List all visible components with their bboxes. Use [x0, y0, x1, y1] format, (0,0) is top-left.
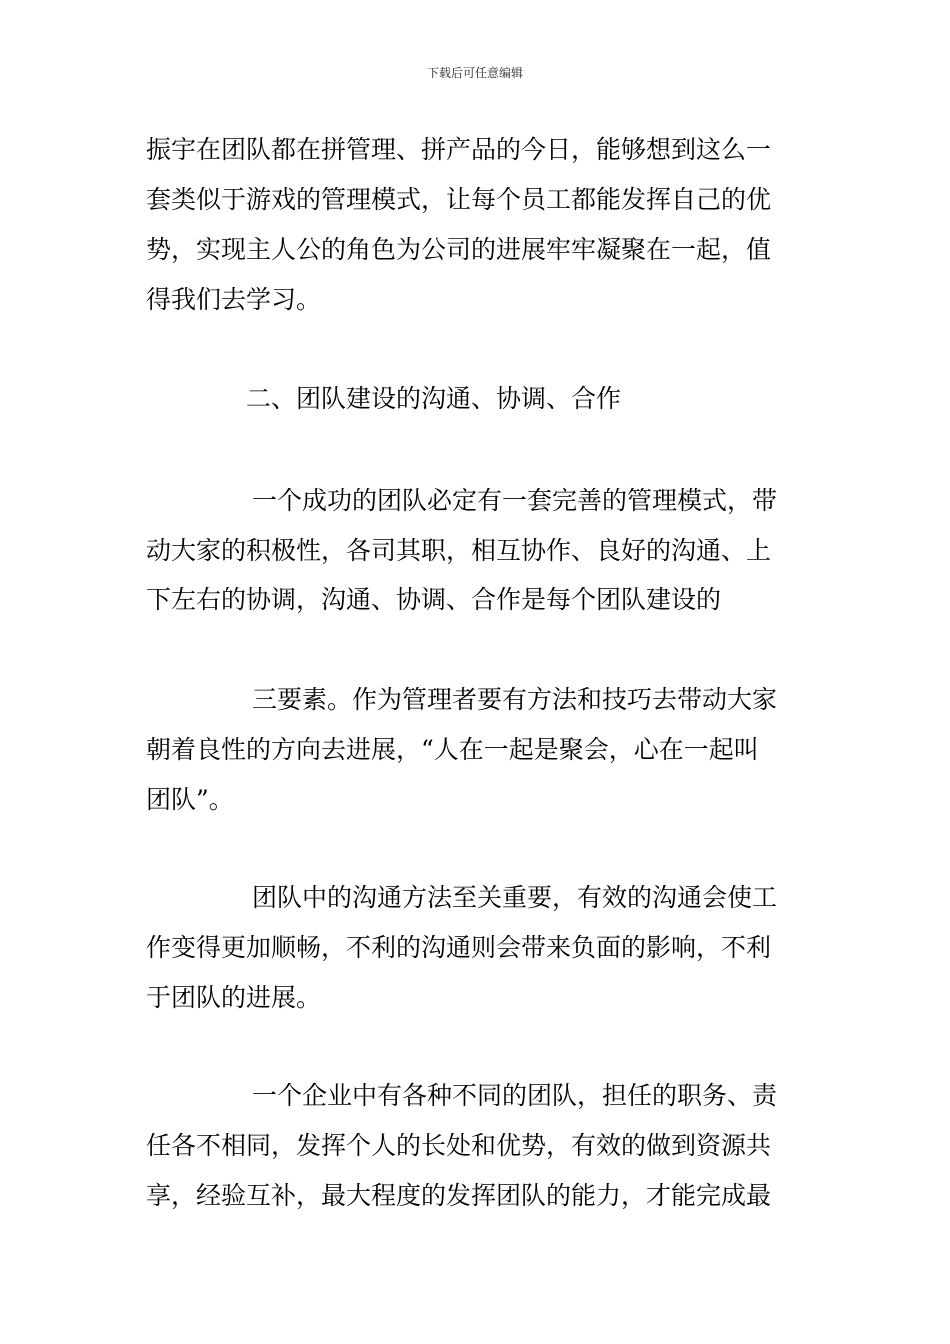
paragraph-line: 朝着良性的方向去进展，“人在一起是聚会，心在一起叫	[146, 735, 759, 764]
paragraph-line: 团队”。	[146, 785, 234, 814]
paragraph-line: 享，经验互补，最大程度的发挥团队的能力，才能完成最	[146, 1181, 772, 1210]
paragraph-line: 振宇在团队都在拼管理、拼产品的今日，能够想到这么一	[146, 135, 772, 164]
paragraph-line: 下左右的协调，沟通、协调、合作是每个团队建设的	[146, 585, 722, 614]
paragraph-line: 三要素。作为管理者要有方法和技巧去带动大家	[252, 685, 778, 714]
paragraph-line: 团队中的沟通方法至关重要，有效的沟通会使工	[252, 883, 778, 912]
page-header: 下载后可任意编辑	[426, 66, 523, 80]
paragraph-line: 一个企业中有各种不同的团队，担任的职务、责	[252, 1081, 778, 1110]
paragraph-line: 一个成功的团队必定有一套完善的管理模式，带	[252, 486, 778, 515]
paragraph-line: 得我们去学习。	[146, 285, 322, 314]
section-heading-text: 二、团队建设的沟通、协调、合作	[246, 384, 622, 413]
paragraph-line: 动大家的积极性，各司其职，相互协作、良好的沟通、上	[146, 536, 772, 565]
paragraph-line: 势，实现主人公的角色为公司的进展牢牢凝聚在一起，值	[146, 235, 772, 264]
paragraph-line: 于团队的进展。	[146, 983, 322, 1012]
paragraph-line: 作变得更加顺畅，不利的沟通则会带来负面的影响，不利	[146, 933, 772, 962]
paragraph-line: 套类似于游戏的管理模式，让每个员工都能发挥自己的优	[146, 185, 772, 214]
paragraph-line: 任各不相同，发挥个人的长处和优势，有效的做到资源共	[146, 1131, 772, 1160]
